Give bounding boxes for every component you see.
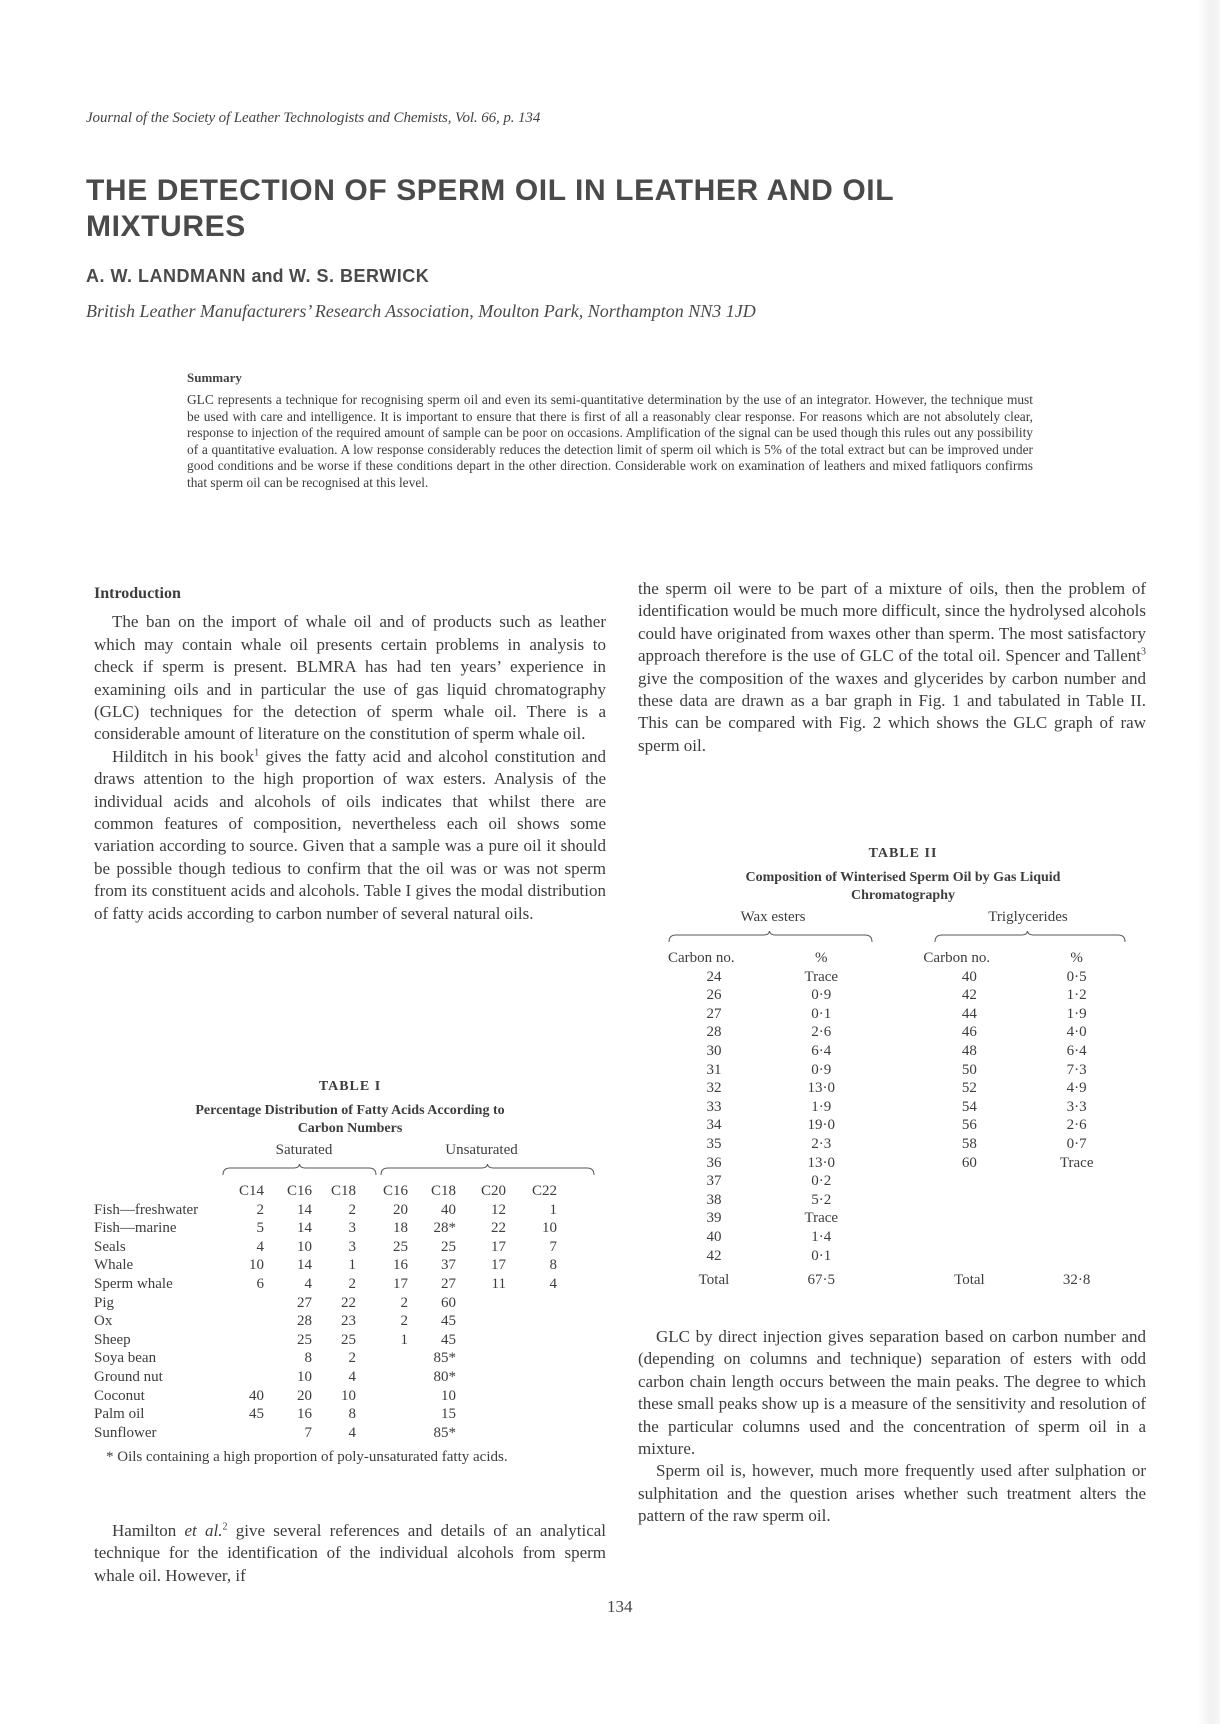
tri-carbon-no: 52 xyxy=(961,1080,977,1097)
wax-percent: 2·3 xyxy=(811,1135,832,1152)
table-1-cell: 25 xyxy=(297,1331,312,1348)
table-1-row xyxy=(94,1201,557,1220)
tri-carbon-no xyxy=(923,1247,1015,1266)
table-1-cell: 2 xyxy=(348,1201,356,1218)
table-2-caption-line-2: Chromatography xyxy=(851,888,955,903)
wax-percent: 6·4 xyxy=(811,1042,832,1059)
header-c18-sat: C18 xyxy=(330,1183,356,1199)
oil-name: Coconut xyxy=(94,1387,145,1404)
header-blank xyxy=(94,1182,229,1201)
table-1-cell: 7 xyxy=(549,1238,557,1255)
tri-percent: 4·9 xyxy=(1066,1080,1087,1097)
table-1-cell: 20 xyxy=(393,1201,408,1218)
table-2-row xyxy=(668,986,1138,1005)
table-2-group-headers xyxy=(668,905,1138,949)
wax-carbon-no: 28 xyxy=(706,1024,722,1041)
table-1-cell: 80* xyxy=(433,1368,456,1385)
group-triglycerides: Triglycerides xyxy=(988,909,1068,925)
table-1-cell xyxy=(506,1331,557,1350)
table-1-cell: 1 xyxy=(348,1257,356,1274)
journal-citation: Journal of the Society of Leather Technologists and Chemists, Vol. 66, p. 134 xyxy=(86,110,541,126)
oil-name: Sheep xyxy=(94,1331,131,1348)
row-gap xyxy=(883,1005,924,1024)
wax-percent: 0·9 xyxy=(811,1061,832,1078)
wax-percent: 0·9 xyxy=(811,987,832,1004)
paragraph-3 xyxy=(94,1520,606,1587)
paragraph-1: The ban on the import of whale oil and of products such as leather which may contain whale oil presents certain problems in analysis to check if sperm is present. BLMRA has had ten years’ experience in examining oils and in particular the use of gas liquid chromatography (GLC) techniques for the detection of sperm whale oil. There is a considerable amount of literature on the constitution of sperm whale oil. xyxy=(94,612,606,744)
wax-carbon-no: 42 xyxy=(706,1247,722,1264)
table-1-cell: 5 xyxy=(256,1220,264,1237)
table-1-cell: 17 xyxy=(491,1238,506,1255)
table-1-cell: 1 xyxy=(549,1201,557,1218)
summary-heading: Summary xyxy=(187,370,242,385)
table-1-cell: 28 xyxy=(297,1313,312,1330)
row-gap xyxy=(883,1172,924,1191)
table-1-row xyxy=(94,1256,557,1275)
table-1-cell: 40 xyxy=(441,1201,456,1218)
header-c16-unsat: C16 xyxy=(382,1183,408,1199)
table-1-cell xyxy=(229,1312,264,1331)
table-1-cell xyxy=(506,1294,557,1313)
paragraph-3-text-b: give several references and details of an analytical technique for the identification of the individual alcohols from sperm whale oil. However, if xyxy=(94,1521,607,1585)
table-1-cell xyxy=(456,1387,506,1406)
table-1-cell: 2 xyxy=(400,1294,408,1311)
table-1-cell: 40 xyxy=(249,1387,264,1404)
brace-wax-icon xyxy=(668,931,873,943)
table-1-grid xyxy=(94,1182,557,1442)
table-1-cell: 10 xyxy=(297,1238,312,1255)
header-gap xyxy=(883,949,924,968)
row-gap xyxy=(883,1023,924,1042)
table-2-row xyxy=(668,1209,1138,1228)
table-1-cell xyxy=(506,1368,557,1387)
table-2-row xyxy=(668,968,1138,987)
tri-percent: 1·2 xyxy=(1066,987,1087,1004)
tri-carbon-no xyxy=(923,1191,1015,1210)
table-2 xyxy=(668,845,1138,1290)
tri-carbon-no: 58 xyxy=(961,1135,977,1152)
table-2-row xyxy=(668,1061,1138,1080)
table-2-row xyxy=(668,1135,1138,1154)
tri-carbon-no: 50 xyxy=(961,1061,977,1078)
wax-carbon-no: 38 xyxy=(706,1191,722,1208)
table-1-cell xyxy=(456,1424,506,1443)
table-1-cell xyxy=(506,1387,557,1406)
wax-percent: 2·6 xyxy=(811,1024,832,1041)
group-wax-esters: Wax esters xyxy=(740,909,806,925)
table-1-cell: 22 xyxy=(491,1220,506,1237)
table-1-cell: 25 xyxy=(393,1238,408,1255)
table-1-row xyxy=(94,1275,557,1294)
table-2-row xyxy=(668,1191,1138,1210)
wax-carbon-no: 27 xyxy=(706,1005,722,1022)
table-1-footnote: * Oils containing a high proportion of poly-unsaturated fatty acids. xyxy=(106,1449,508,1466)
paragraph-5: GLC by direct injection gives separation based on carbon number and (depending on columns and technique) separation of esters with odd carbon chain length occurs between the main peaks. The degree to which these small peaks show up is a measure of the sensitivity and resolution of the particular columns used and the concentration of sperm oil in a mixture. xyxy=(638,1327,1146,1459)
table-1-cell: 4 xyxy=(348,1368,356,1385)
tri-percent: 1·9 xyxy=(1066,1005,1087,1022)
article-title: THE DETECTION OF SPERM OIL IN LEATHER AND OIL MIXTURES xyxy=(86,174,894,243)
table-1-cell xyxy=(356,1387,408,1406)
oil-name: Soya bean xyxy=(94,1350,157,1367)
tri-percent xyxy=(1015,1228,1138,1247)
table-2-row xyxy=(668,1005,1138,1024)
wax-percent: 13·0 xyxy=(807,1080,835,1097)
tri-carbon-no: 56 xyxy=(961,1117,977,1134)
wax-percent: 1·4 xyxy=(811,1228,832,1245)
table-1-cell: 17 xyxy=(491,1257,506,1274)
table-1-cell: 2 xyxy=(348,1275,356,1292)
table-1-cell: 14 xyxy=(297,1201,312,1218)
row-gap xyxy=(883,1154,924,1173)
table-1-cell: 8 xyxy=(304,1350,312,1367)
total-gap xyxy=(883,1265,924,1290)
author-1: A. W. LANDMANN xyxy=(86,266,246,286)
table-1-row xyxy=(94,1387,557,1406)
tri-carbon-no xyxy=(923,1209,1015,1228)
paragraph-2-text-a: Hilditch in his book xyxy=(112,746,255,766)
table-2-total-row xyxy=(668,1265,1138,1290)
left-column xyxy=(94,583,606,925)
oil-name: Sperm whale xyxy=(94,1275,173,1292)
oil-name: Ox xyxy=(94,1313,113,1330)
table-1-cell: 4 xyxy=(348,1424,356,1441)
tri-percent xyxy=(1015,1209,1138,1228)
right-column-top xyxy=(638,578,1146,757)
table-1-row xyxy=(94,1349,557,1368)
wax-carbon-no: 30 xyxy=(706,1042,722,1059)
tri-carbon-no: 42 xyxy=(961,987,977,1004)
table-1-cell: 45 xyxy=(441,1331,456,1348)
brace-triglycerides-icon xyxy=(934,931,1126,943)
table-1-cell: 12 xyxy=(491,1201,506,1218)
table-1-cell xyxy=(456,1405,506,1424)
oil-name: Pig xyxy=(94,1294,115,1311)
oil-name: Seals xyxy=(94,1238,126,1255)
table-1-cell: 15 xyxy=(441,1406,456,1423)
row-gap xyxy=(883,1042,924,1061)
wax-carbon-no: 35 xyxy=(706,1135,722,1152)
tri-carbon-no: 46 xyxy=(961,1024,977,1041)
table-1-cell: 27 xyxy=(297,1294,312,1311)
table-1-cell: 4 xyxy=(256,1238,264,1255)
row-gap xyxy=(883,1079,924,1098)
paragraph-6: Sperm oil is, however, much more frequently used after sulphation or sulphitation and the question arises whether such treatment alters the pattern of the raw sperm oil. xyxy=(638,1461,1146,1526)
row-gap xyxy=(883,1135,924,1154)
table-1-cell: 10 xyxy=(341,1387,356,1404)
header-c22-unsat: C22 xyxy=(531,1183,557,1199)
wax-carbon-no: 39 xyxy=(706,1210,722,1227)
row-gap xyxy=(883,1191,924,1210)
wax-carbon-no: 34 xyxy=(706,1117,722,1134)
table-1-row xyxy=(94,1312,557,1331)
table-2-header-row xyxy=(668,949,1138,968)
table-1-cell: 2 xyxy=(400,1313,408,1330)
oil-name: Whale xyxy=(94,1257,134,1274)
authors-conjunction: and xyxy=(251,266,284,286)
table-2-row xyxy=(668,1228,1138,1247)
table-2-caption-line-1: Composition of Winterised Sperm Oil by Gas Liquid xyxy=(745,870,1061,885)
introduction-heading: Introduction xyxy=(94,585,181,602)
row-gap xyxy=(883,1247,924,1266)
table-2-row xyxy=(668,1023,1138,1042)
table-1-cell xyxy=(356,1424,408,1443)
tri-percent xyxy=(1015,1172,1138,1191)
table-1-cell: 6 xyxy=(256,1275,264,1292)
wax-total-label: Total xyxy=(698,1272,730,1289)
table-1-cell xyxy=(229,1349,264,1368)
header-c18-unsat: C18 xyxy=(430,1183,456,1199)
table-1-cell: 14 xyxy=(297,1257,312,1274)
table-2-row xyxy=(668,1042,1138,1061)
oil-name: Fish—freshwater xyxy=(94,1201,199,1218)
table-1-cell: 23 xyxy=(341,1313,356,1330)
table-1-cell: 20 xyxy=(297,1387,312,1404)
reference-2: 2 xyxy=(222,1521,228,1533)
wax-percent: Trace xyxy=(804,1210,839,1227)
table-1-cell: 2 xyxy=(348,1350,356,1367)
table-1-cell: 3 xyxy=(348,1220,356,1237)
reference-1: 1 xyxy=(254,747,260,759)
table-1-cell xyxy=(356,1368,408,1387)
table-2-grid xyxy=(668,949,1138,1290)
paragraph-4-text-b: give the composition of the waxes and glycerides by carbon number and these data are drawn as a bar graph in Fig. 1 and tabulated in Table II. This can be compared with Fig. 2 which shows the GLC graph of raw sperm oil. xyxy=(638,668,1146,755)
right-column-bottom xyxy=(638,1326,1146,1528)
table-1-cell: 27 xyxy=(441,1275,456,1292)
summary-block xyxy=(187,370,1033,492)
table-1-cell: 85* xyxy=(433,1424,456,1441)
oil-name: Fish—marine xyxy=(94,1220,177,1237)
table-2-row xyxy=(668,1116,1138,1135)
row-gap xyxy=(883,1116,924,1135)
table-1-cell xyxy=(356,1349,408,1368)
oil-name: Palm oil xyxy=(94,1406,145,1423)
table-1-cell xyxy=(506,1424,557,1443)
header-c20-unsat: C20 xyxy=(480,1183,506,1199)
header-c14-sat: C14 xyxy=(238,1183,264,1199)
brace-unsaturated-icon xyxy=(380,1164,595,1176)
paragraph-4-text-a: the sperm oil were to be part of a mixture of oils, then the problem of identification would be much more difficult, since the hydrolysed alcohols could have originated from waxes other than sperm. The most satisfactory approach therefore is the use of GLC of the total oil. Spencer and Tallent xyxy=(638,579,1146,666)
wax-percent: 13·0 xyxy=(807,1154,835,1171)
wax-carbon-no: 32 xyxy=(706,1080,722,1097)
et-al: et al. xyxy=(184,1521,223,1540)
oil-name: Ground nut xyxy=(94,1368,163,1385)
tri-carbon-no: 40 xyxy=(961,968,977,985)
brace-saturated-icon xyxy=(222,1164,377,1176)
table-1-row xyxy=(94,1368,557,1387)
wax-percent: 0·1 xyxy=(811,1247,832,1264)
table-1-row xyxy=(94,1294,557,1313)
tri-carbon-no: 44 xyxy=(961,1005,977,1022)
wax-total-value: 67·5 xyxy=(807,1272,835,1289)
wax-carbon-no: 33 xyxy=(706,1098,722,1115)
wax-carbon-no: 26 xyxy=(706,987,722,1004)
table-1-row xyxy=(94,1331,557,1350)
table-1-cell xyxy=(456,1349,506,1368)
wax-carbon-no: 36 xyxy=(706,1154,722,1171)
table-1-cell: 85* xyxy=(433,1350,456,1367)
tri-carbon-no xyxy=(923,1228,1015,1247)
tri-percent: 0·5 xyxy=(1066,968,1087,985)
tri-percent: 2·6 xyxy=(1066,1117,1087,1134)
table-1-cell xyxy=(229,1424,264,1443)
table-1-group-headers xyxy=(94,1138,606,1182)
table-1-cell: 16 xyxy=(393,1257,408,1274)
tri-percent: 0·7 xyxy=(1066,1135,1087,1152)
table-1-cell: 10 xyxy=(441,1387,456,1404)
table-1-label: TABLE I xyxy=(318,1079,382,1094)
table-1-cell: 10 xyxy=(249,1257,264,1274)
table-1-cell: 25 xyxy=(441,1238,456,1255)
header-tri-pct: % xyxy=(1070,950,1083,966)
table-1-cell: 18 xyxy=(393,1220,408,1237)
tri-carbon-no xyxy=(923,1172,1015,1191)
table-1-cell xyxy=(506,1405,557,1424)
table-1-cell: 1 xyxy=(400,1331,408,1348)
table-2-row xyxy=(668,1247,1138,1266)
table-1-cell xyxy=(229,1331,264,1350)
table-2-row xyxy=(668,1154,1138,1173)
table-1-cell xyxy=(506,1312,557,1331)
tri-total-value: 32·8 xyxy=(1062,1272,1091,1289)
row-gap xyxy=(883,1061,924,1080)
table-1-cell: 14 xyxy=(297,1220,312,1237)
tri-percent: 4·0 xyxy=(1066,1024,1087,1041)
group-unsaturated: Unsaturated xyxy=(445,1142,518,1158)
table-1 xyxy=(94,1078,606,1466)
header-wax-pct: % xyxy=(815,950,828,966)
table-1-header-row xyxy=(94,1182,557,1201)
table-1-row xyxy=(94,1424,557,1443)
tri-percent xyxy=(1015,1247,1138,1266)
header-tri-carbon: Carbon no. xyxy=(923,950,991,966)
table-1-cell: 45 xyxy=(249,1406,264,1423)
header-c16-sat: C16 xyxy=(286,1183,312,1199)
table-1-cell: 10 xyxy=(297,1368,312,1385)
table-1-cell xyxy=(229,1294,264,1313)
table-1-cell: 8 xyxy=(549,1257,557,1274)
table-1-cell: 60 xyxy=(441,1294,456,1311)
table-1-row xyxy=(94,1238,557,1257)
tri-percent: Trace xyxy=(1059,1154,1094,1171)
table-1-cell: 4 xyxy=(549,1275,557,1292)
table-1-cell: 45 xyxy=(441,1313,456,1330)
paragraph-4 xyxy=(638,578,1146,757)
wax-percent: Trace xyxy=(804,968,839,985)
table-1-row xyxy=(94,1219,557,1238)
table-1-cell xyxy=(456,1294,506,1313)
table-1-cell: 37 xyxy=(441,1257,456,1274)
authors xyxy=(86,266,429,287)
tri-percent xyxy=(1015,1191,1138,1210)
table-2-label: TABLE II xyxy=(868,846,938,861)
reference-3: 3 xyxy=(1141,646,1146,658)
paragraph-2 xyxy=(94,746,606,925)
table-1-cell: 8 xyxy=(348,1406,356,1423)
row-gap xyxy=(883,1228,924,1247)
paragraph-3-text-a: Hamilton xyxy=(112,1521,185,1540)
wax-carbon-no: 24 xyxy=(706,968,722,985)
table-1-cell: 22 xyxy=(341,1294,356,1311)
table-1-cell xyxy=(456,1312,506,1331)
table-1-cell: 3 xyxy=(348,1238,356,1255)
table-1-cell: 16 xyxy=(297,1406,312,1423)
table-1-cell xyxy=(456,1368,506,1387)
tri-percent: 3·3 xyxy=(1066,1098,1087,1115)
tri-percent: 7·3 xyxy=(1066,1061,1087,1078)
table-1-cell: 4 xyxy=(304,1275,312,1292)
row-gap xyxy=(883,968,924,987)
wax-percent: 19·0 xyxy=(807,1117,835,1134)
author-2: W. S. BERWICK xyxy=(289,266,430,286)
table-1-caption-line-2: Carbon Numbers xyxy=(297,1121,403,1136)
oil-name: Sunflower xyxy=(94,1424,157,1441)
table-1-caption-line-1: Percentage Distribution of Fatty Acids According to xyxy=(195,1103,505,1118)
summary-text: GLC represents a technique for recognising sperm oil and even its semi-quantitative determination by the use of an integrator. However, the technique must be used with care and intelligence. It is important to ensure that there is first of all a reasonably clear response. For reasons which are not absolutely clear, response to injection of the required amount of sample can be poor on occasions. Amplification of the signal can be used though this rules out any possibility of a quantitative evaluation. A low response considerably reduces the detection limit of sperm oil which is 5% of the total extract but can be improved under good conditions and be worse if these conditions depart in the other direction. Considerable work on examination of leathers and mixed fatliquors confirms that sperm oil can be recognised at this level. xyxy=(187,392,1033,490)
row-gap xyxy=(883,1098,924,1117)
row-gap xyxy=(883,1209,924,1228)
wax-percent: 5·2 xyxy=(811,1191,832,1208)
table-1-cell xyxy=(456,1331,506,1350)
wax-carbon-no: 31 xyxy=(706,1061,722,1078)
table-1-cell xyxy=(229,1368,264,1387)
wax-percent: 1·9 xyxy=(811,1098,832,1115)
table-1-cell: 2 xyxy=(256,1201,264,1218)
table-1-cell: 28* xyxy=(433,1220,456,1237)
row-gap xyxy=(883,986,924,1005)
table-1-cell: 25 xyxy=(341,1331,356,1348)
tri-carbon-no: 54 xyxy=(961,1098,977,1115)
tri-total-label: Total xyxy=(954,1272,985,1289)
table-1-cell xyxy=(356,1405,408,1424)
table-1-cell: 17 xyxy=(393,1275,408,1292)
table-2-row xyxy=(668,1172,1138,1191)
table-1-cell: 7 xyxy=(304,1424,312,1441)
page-number: 134 xyxy=(607,1597,633,1616)
group-saturated: Saturated xyxy=(275,1142,333,1158)
table-1-cell: 11 xyxy=(491,1275,506,1292)
table-2-row xyxy=(668,1098,1138,1117)
wax-percent: 0·1 xyxy=(811,1005,832,1022)
tri-carbon-no: 60 xyxy=(961,1154,977,1171)
table-1-cell xyxy=(506,1349,557,1368)
table-1-row xyxy=(94,1405,557,1424)
wax-carbon-no: 37 xyxy=(706,1173,722,1190)
affiliation: British Leather Manufacturers’ Research Association, Moulton Park, Northampton NN3 1JD xyxy=(86,301,756,321)
paragraph-2-text-b: gives the fatty acid and alcohol constitution and draws attention to the high proportion of wax esters. Analysis of the individual acids and alcohols of oils indicates that whilst there are common features of composition, nevertheless each oil shows some variation according to source. Given that a sample was a pure oil it should be possible though tedious to confirm that the oil was or was not sperm from its constituent acids and alcohols. Table I gives the modal distribution of fatty acids according to carbon number of several natural oils. xyxy=(94,746,606,923)
tri-percent: 6·4 xyxy=(1066,1042,1087,1059)
wax-percent: 0·2 xyxy=(811,1173,832,1190)
table-1-cell: 10 xyxy=(542,1220,557,1237)
page-edge-shadow xyxy=(1198,0,1220,1724)
wax-carbon-no: 40 xyxy=(706,1228,722,1245)
tri-carbon-no: 48 xyxy=(961,1042,977,1059)
header-wax-carbon: Carbon no. xyxy=(668,950,735,966)
table-2-row xyxy=(668,1079,1138,1098)
